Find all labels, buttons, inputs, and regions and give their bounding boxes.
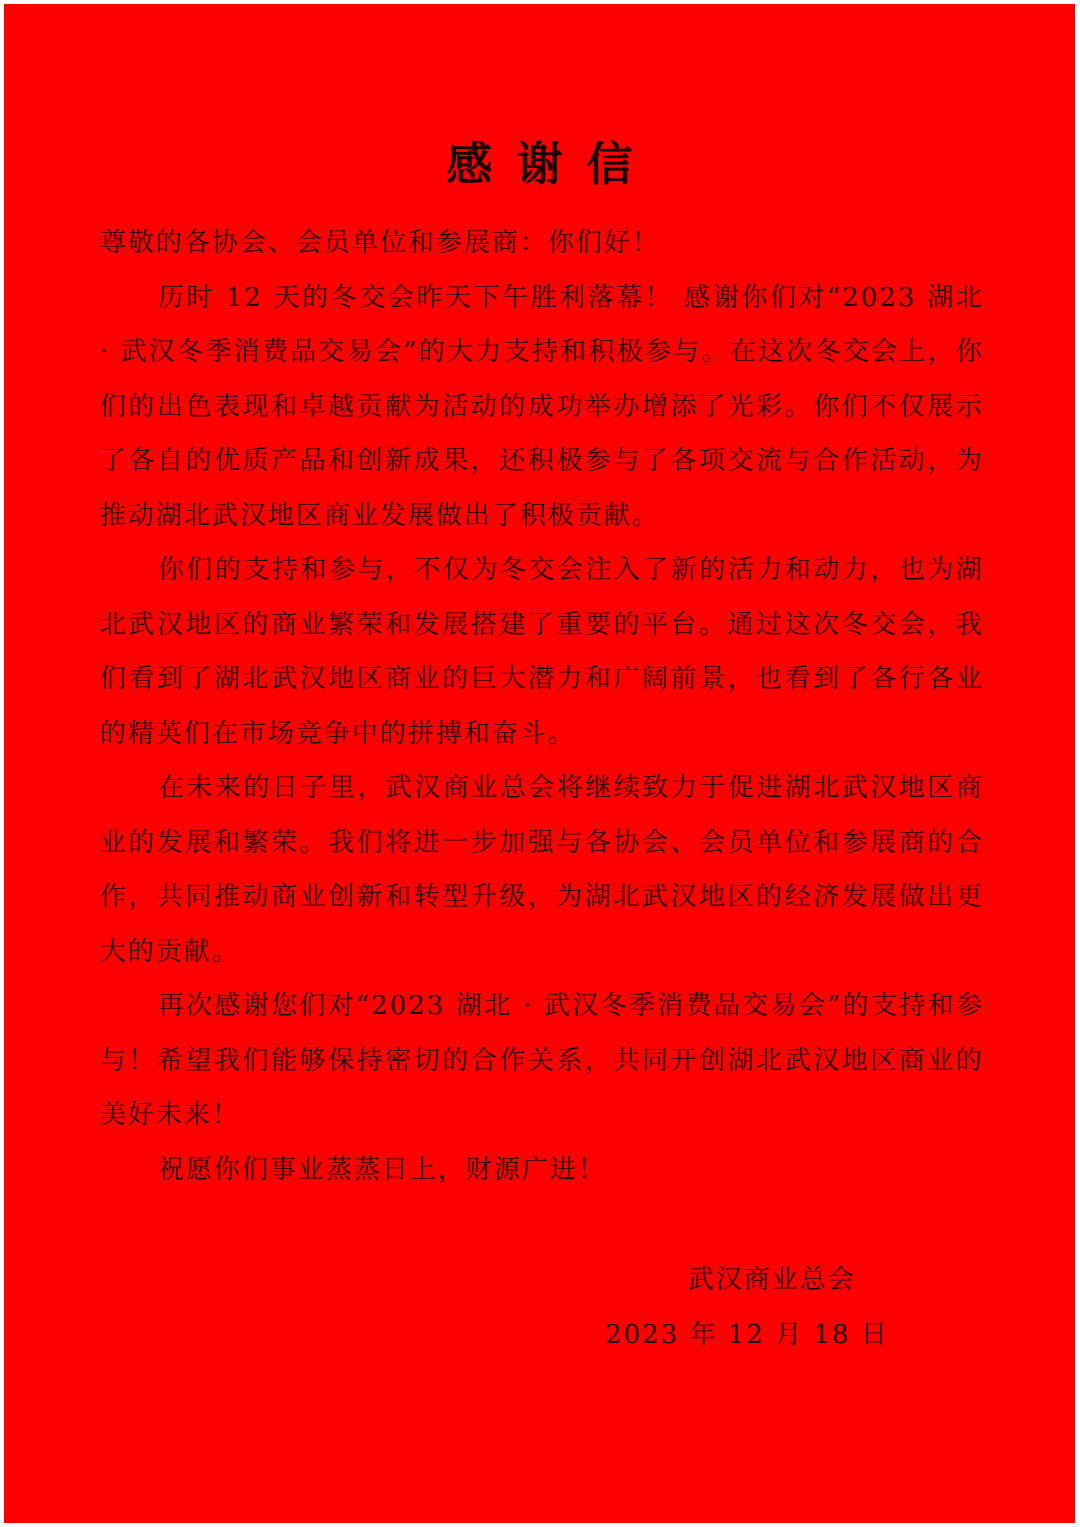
letter-page: [4, 4, 1075, 1523]
paragraph-3: 在未来的日子里，武汉商业总会将继续致力于促进湖北武汉地区商业的发展和繁荣。我们将进一步加强与各协会、会员单位和参展商的合作，共同推动商业创新和转型升级，为湖北武汉地区的经济发展做出更大的贡献。: [100, 773, 984, 967]
paragraph-5: 祝愿你们事业蒸蒸日上，财源广进！: [158, 1154, 607, 1185]
paragraph-2: 你们的支持和参与，不仅为冬交会注入了新的活力和动力，也为湖北武汉地区的商业繁荣和发展搭建了重要的平台。通过这次冬交会，我们看到了湖北武汉地区商业的巨大潜力和广阔前景，也看到了各行各业的精英们在市场竞争中的拼搏和奋斗。: [100, 555, 984, 749]
letter-title: 感谢信: [446, 137, 657, 191]
letter-body: [100, 216, 984, 1197]
signature-organization: 武汉商业总会: [687, 1265, 856, 1295]
paragraph-1: 历时 12 天的冬交会昨天下午胜利落幕！ 感谢你们对“2023 湖北 · 武汉冬季消费品交易会”的大力支持和积极参与。在这次冬交会上，你们的出色表现和卓越贡献为活动的成功举办增添了光彩。你们不仅展示了各自的优质产品和创新成果，还积极参与了各项交流与合作活动，为推动湖北武汉地区商业发展做出了积极贡献。: [100, 282, 984, 531]
paragraph-4: 再次感谢您们对“2023 湖北 · 武汉冬季消费品交易会”的支持和参与！希望我们能够保持密切的合作关系，共同开创湖北武汉地区商业的美好未来！: [100, 991, 984, 1130]
signature-date: 2023 年 12 月 18 日: [605, 1320, 889, 1350]
salutation: 尊敬的各协会、会员单位和参展商：你们好！: [100, 228, 661, 258]
